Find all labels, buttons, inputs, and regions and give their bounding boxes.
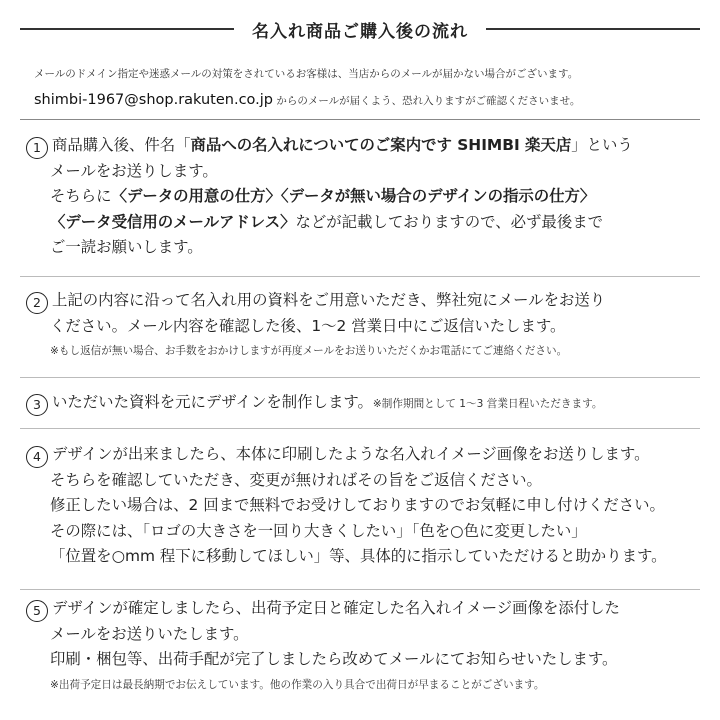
step-note: ※もし返信が無い場合、お手数をおかけしますが再度メールをお送りいただくかお電話にてご連絡ください。	[50, 345, 568, 357]
step-2: 2 上記の内容に沿って名入れ用の資料をご用意いただき、弊社宛にメールをお送り ください。メール内容を確認した後、1～2 営業日中にご返信いたします。 ※もし返信が無い場合、お手数をおかけしますが再度メールをお送りいただくかお電話にてご連絡ください。	[26, 288, 706, 363]
step-number-badge: 2	[26, 292, 48, 314]
step-number-badge: 3	[26, 394, 48, 416]
step-4: 4 デザインが出来ましたら、本体に印刷したような名入れイメージ画像をお送りします。 そちらを確認していただき、変更が無ければその旨をご返信ください。 修正したい場合は、2 回まで無料でお受けしておりますのでお気軽に申し付けください。 その際には、「ロゴの大きさを一回り大きくしたい」「色を○色に変更したい」 「位置を○mm 程下に移動してほしい」等、具体的に指示していただけると助かります。	[26, 442, 706, 570]
divider	[20, 589, 700, 590]
step-1: 1 商品購入後、件名「 商品への名入れについてのご案内です SHIMBI 楽天店 」という メールをお送りします。 そちらに 〈データの用意の仕方〉〈データが無い場合のデザインの指示の仕方〉 〈データ受信用のメールアドレス〉 などが記載しておりますので、必ず最後まで ご一読お願いします。	[26, 133, 706, 261]
step-number-badge: 4	[26, 446, 48, 468]
step-3: 3 いただいた資料を元にデザインを制作します。 ※制作期間として 1～3 営業日程いただきます。	[26, 390, 706, 418]
notice-line-2-rest: からのメールが届くよう、恐れ入りますがご確認くださいませ。	[273, 95, 581, 107]
divider	[20, 428, 700, 429]
email-notice	[34, 66, 700, 108]
header	[20, 16, 700, 42]
page-title: 名入れ商品ご購入後の流れ	[252, 21, 468, 42]
step-note: ※制作期間として 1～3 営業日程いただきます。	[372, 398, 603, 410]
step-note: ※出荷予定日は最長納期でお伝えしています。他の作業の入り具合で出荷日が早まることがございます。	[50, 678, 545, 691]
title-left-rule	[20, 28, 234, 30]
divider	[20, 119, 700, 120]
step-number-badge: 1	[26, 137, 48, 159]
divider	[20, 276, 700, 277]
step-5: 5 デザインが確定しましたら、出荷予定日と確定した名入れイメージ画像を添付した メールをお送りいたします。 印刷・梱包等、出荷手配が完了しましたら改めてメールにてお知らせいたします。 ※出荷予定日は最長納期でお伝えしています。他の作業の入り具合で出荷日が早まることがございます。	[26, 596, 706, 697]
notice-line-2	[34, 89, 700, 108]
step-number-badge: 5	[26, 600, 48, 622]
title-right-rule	[486, 28, 700, 30]
notice-line-1: メールのドメイン指定や迷惑メールの対策をされているお客様は、当店からのメールが届かない場合がございます。	[34, 68, 579, 80]
divider	[20, 377, 700, 378]
shop-email: shimbi-1967@shop.rakuten.co.jp	[34, 92, 274, 108]
